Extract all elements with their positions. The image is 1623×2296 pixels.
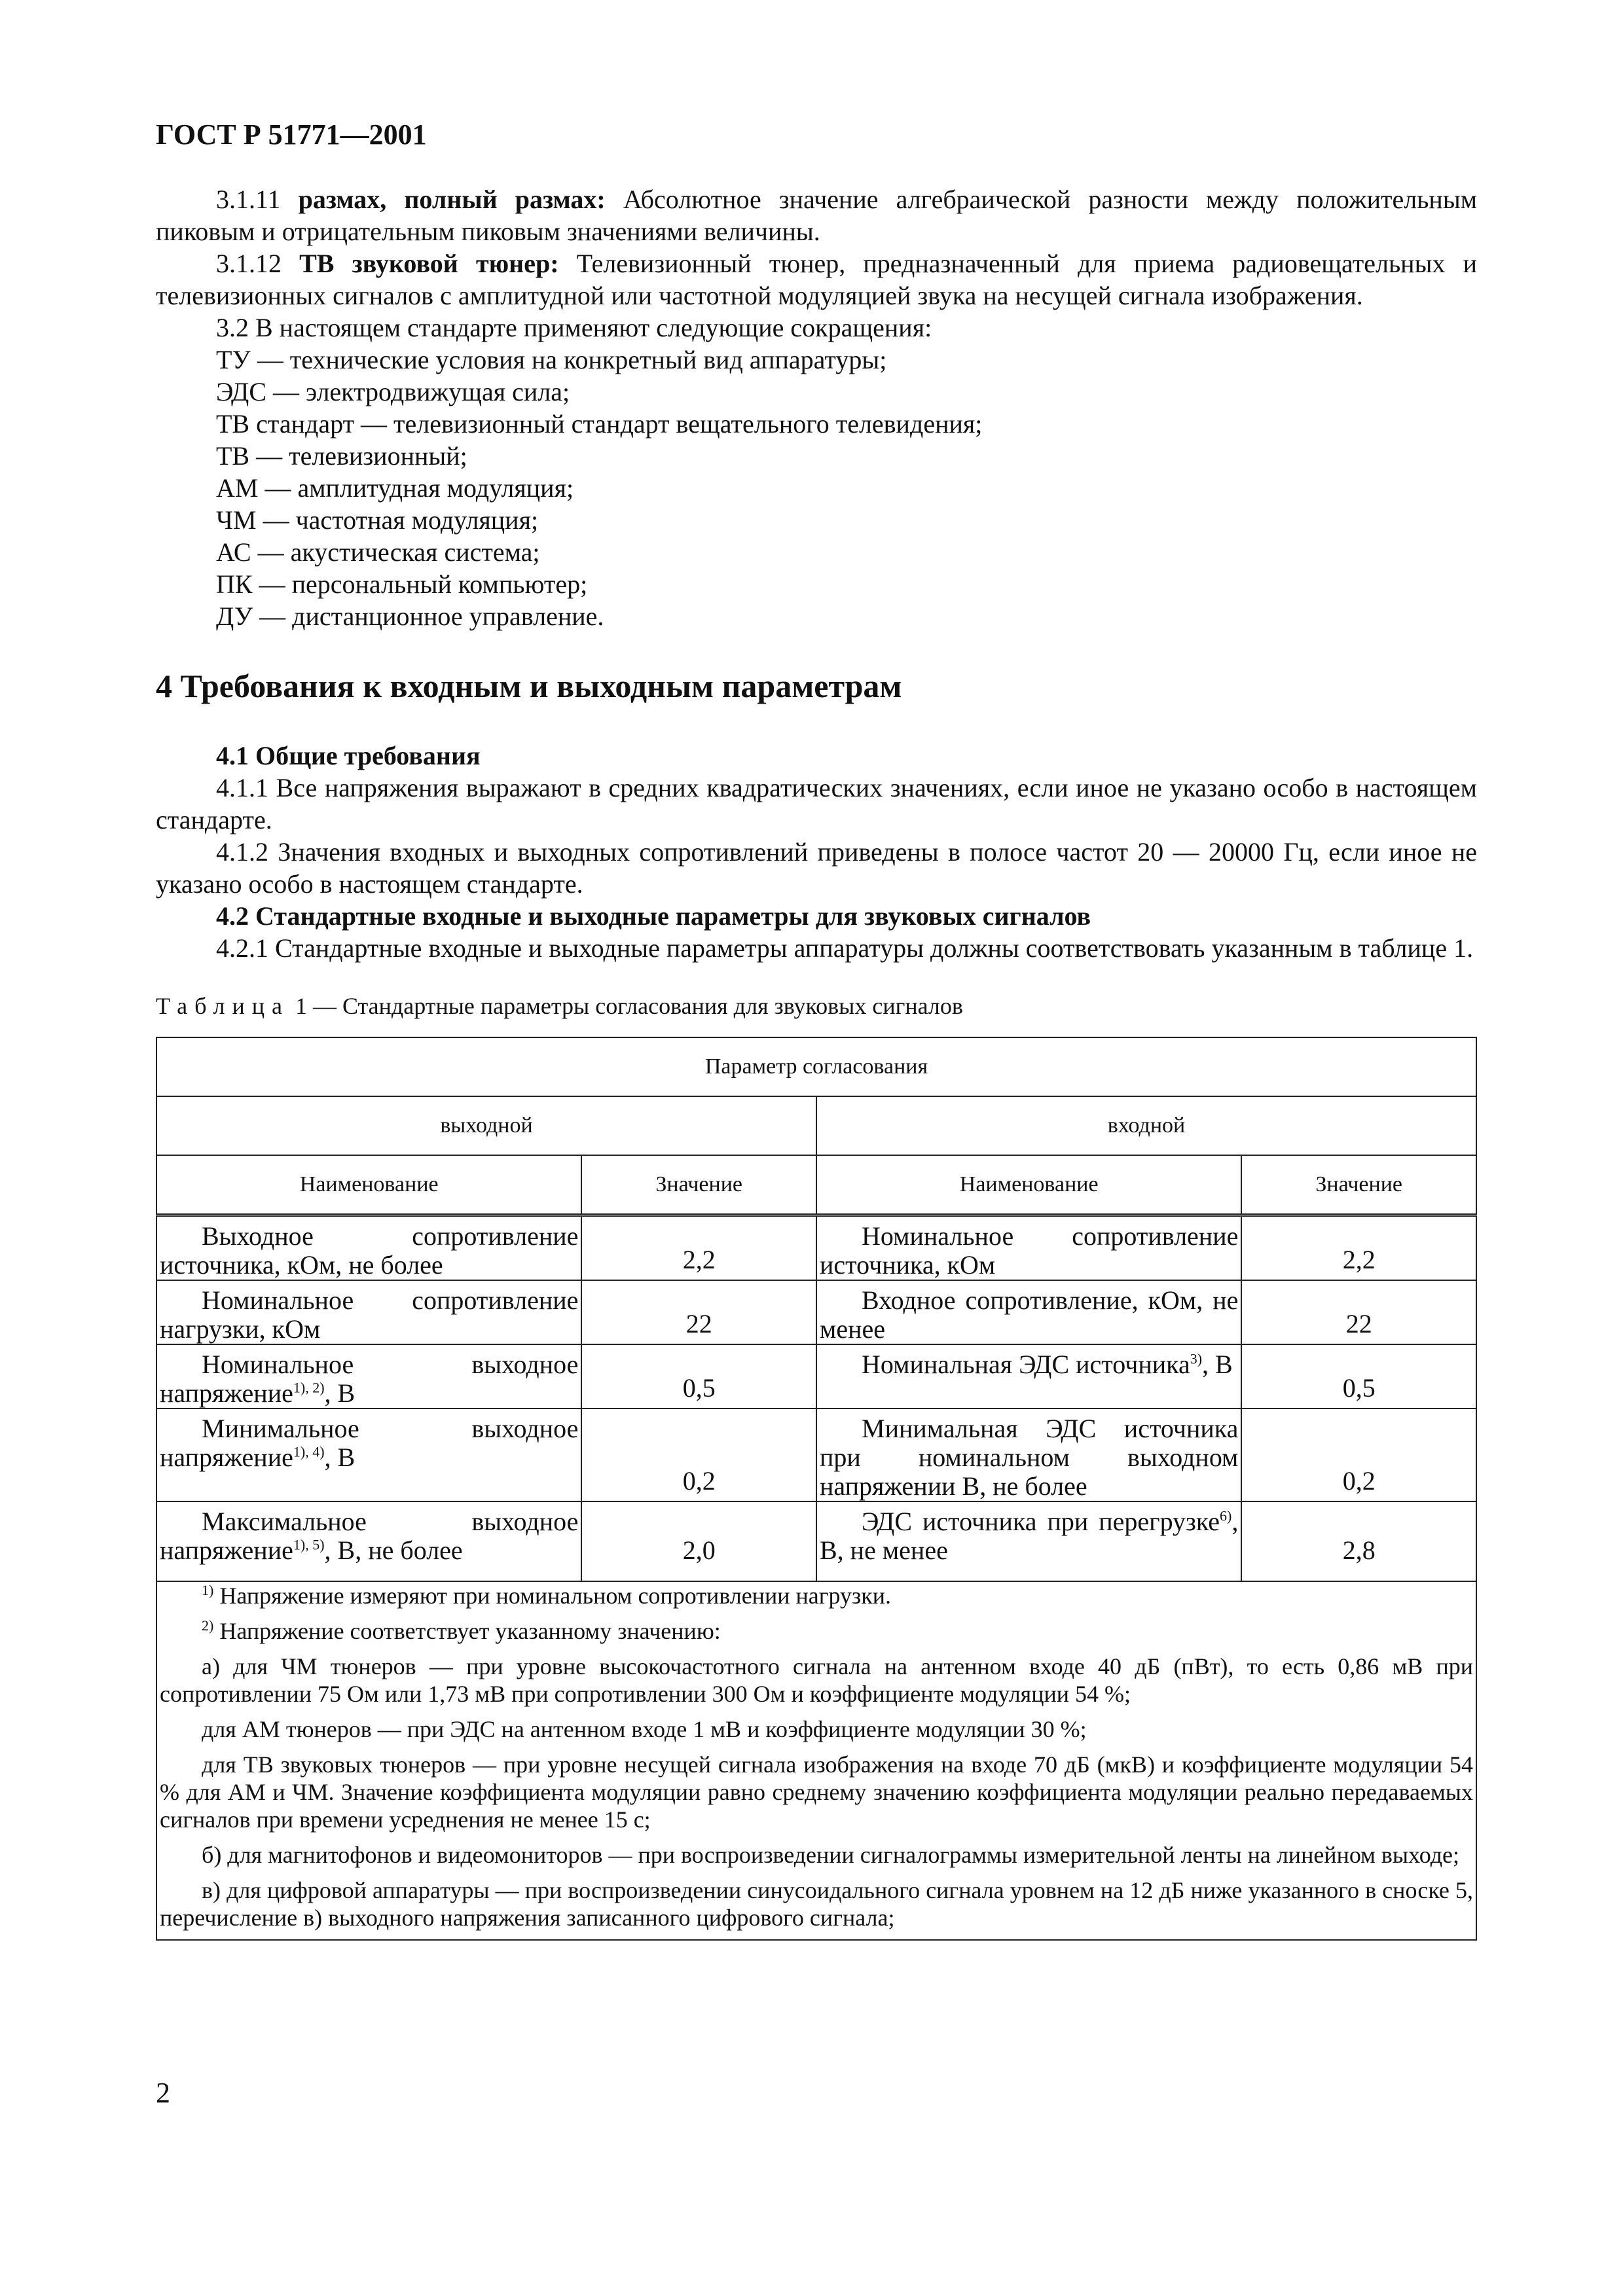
output-parameter-value: 0,5: [581, 1344, 816, 1408]
header-output: выходной: [156, 1096, 816, 1155]
output-parameter-name: Номинальное сопротивление нагрузки, кОм: [156, 1280, 581, 1344]
header-main: Параметр согласования: [156, 1037, 1476, 1096]
abbreviation-item: АМ — амплитудная модуляция;: [216, 473, 574, 503]
parameters-table: [156, 1037, 1477, 1941]
abbreviation-item: ЧМ — частотная модуляция;: [216, 505, 539, 535]
section-4-title: 4 Требования к входным и выходным параметрам: [156, 668, 902, 704]
output-parameter-name: Номинальное выходное напряжение$^{1), 2)}$, В: [156, 1344, 581, 1408]
input-parameter-name: Номинальная ЭДС источника$^{3)}$, В: [816, 1344, 1241, 1408]
input-parameter-value: 0,5: [1241, 1344, 1476, 1408]
paragraph-4-1-1: 4.1.1 Все напряжения выражают в средних квадратических значениях, если иное не указано особо в настоящем стандарте.: [156, 773, 1477, 834]
header-input: входной: [816, 1096, 1476, 1155]
output-parameter-name: Минимальное выходное напряжение$^{1), 4)}$, В: [156, 1408, 581, 1501]
abbreviation-item: ТВ стандарт — телевизионный стандарт вещательного телевидения;: [216, 409, 983, 439]
table-caption-text: 1 — Стандартные параметры согласования для звуковых сигналов: [289, 993, 963, 1019]
output-parameter-value: 2,2: [581, 1215, 816, 1281]
column-header-value: Значение: [1241, 1155, 1476, 1215]
input-parameter-value: 2,2: [1241, 1215, 1476, 1281]
abbreviation-item: АС — акустическая система;: [216, 537, 540, 567]
abbreviation-item: ТУ — технические условия на конкретный вид аппаратуры;: [216, 345, 887, 374]
paragraph-4-2-1: 4.2.1 Стандартные входные и выходные параметры аппаратуры должны соответствовать указанным в таблице 1.: [216, 933, 1474, 963]
definition-term: ТВ звуковой тюнер:: [299, 249, 559, 278]
footnote-item: а) для ЧМ тюнеров — при уровне высокочастотного сигнала на антенном входе 40 дБ (пВт), то есть 0,86 мВ при сопротивлении 75 Ом или 1,73 мВ при сопротивлении 300 Ом и коэффициенте модуляции 54 %;: [160, 1653, 1473, 1707]
paragraph-4-1-2: 4.1.2 Значения входных и выходных сопротивлений приведены в полосе частот 20 — 20000 Гц, если иное не указано особо в настоящем стандарте.: [156, 837, 1477, 899]
definition-number: 3.1.12: [216, 249, 300, 278]
definition-3-1-11: [156, 183, 1477, 247]
footnote-item: б) для магнитофонов и видеомониторов — при воспроизведении сигналограммы измерительной ленты на линейном выходе;: [202, 1842, 1460, 1868]
subsection-4-2-title: 4.2 Стандартные входные и выходные параметры для звуковых сигналов: [216, 901, 1091, 931]
definition-text: Абсолютное значение алгебраической разности между положительным пиковым и отрицательным пиковым значениями величины.: [156, 185, 1478, 246]
output-parameter-value: 22: [581, 1280, 816, 1344]
table-row: [156, 1501, 1476, 1581]
output-parameter-value: 0,2: [581, 1408, 816, 1501]
footnote: $^{2)}$ Напряжение соответствует указанному значению:: [202, 1617, 721, 1644]
footnote: $^{1)}$ Напряжение измеряют при номинальном сопротивлении нагрузки.: [202, 1582, 891, 1609]
input-parameter-value: 2,8: [1241, 1501, 1476, 1581]
page-number: 2: [156, 2077, 170, 2109]
page-body: [156, 183, 1477, 1941]
table-notes-row: [156, 1581, 1476, 1940]
definition-text: Телевизионный тюнер, предназначенный для приема радиовещательных и телевизионных сигналов с амплитудной или частотной модуляцией звука на несущей сигнала изображения.: [156, 249, 1477, 310]
definition-term: размах, полный размах:: [298, 185, 606, 214]
document-code: ГОСТ Р 51771—2001: [156, 118, 427, 151]
table-row: [156, 1344, 1476, 1408]
abbreviation-item: ДУ — дистанционное управление.: [216, 601, 604, 631]
input-parameter-value: 0,2: [1241, 1408, 1476, 1501]
table-caption-label: Таблица: [156, 993, 289, 1019]
column-header-name: Наименование: [156, 1155, 581, 1215]
input-parameter-value: 22: [1241, 1280, 1476, 1344]
column-header-value: Значение: [581, 1155, 816, 1215]
input-parameter-name: Номинальное сопротивление источника, кОм: [816, 1215, 1241, 1281]
table-row: [156, 1215, 1476, 1281]
abbreviation-item: ТВ — телевизионный;: [216, 441, 467, 471]
column-header-name: Наименование: [816, 1155, 1241, 1215]
input-parameter-name: Минимальная ЭДС источника при номинальном выходном напряжении В, не более: [816, 1408, 1241, 1501]
table-row: [156, 1408, 1476, 1501]
footnote-item: для ТВ звуковых тюнеров — при уровне несущей сигнала изображения на входе 70 дБ (мкВ) и коэффициенте модуляции 54 % для АМ и ЧМ. Значение коэффициента модуляции равно среднему значению коэффициента модуляции реально передаваемых сигналов при времени усреднения не менее 15 с;: [160, 1751, 1473, 1833]
table-caption: [156, 990, 1477, 1022]
abbreviation-item: ПК — персональный компьютер;: [216, 569, 588, 599]
definition-3-1-12: [156, 247, 1477, 312]
subsection-4-1-title: 4.1 Общие требования: [216, 741, 481, 770]
footnote-item: в) для цифровой аппаратуры — при воспроизведении синусоидального сигнала уровнем на 12 дБ ниже указанного в сноске 5, перечисление в) выходного напряжения записанного цифрового сигнала;: [160, 1877, 1473, 1931]
input-parameter-name: ЭДС источника при перегрузке$^{6)}$, В, не менее: [816, 1501, 1241, 1581]
definition-number: 3.1.11: [216, 185, 299, 214]
output-parameter-value: 2,0: [581, 1501, 816, 1581]
table-notes: [156, 1581, 1476, 1940]
output-parameter-name: Выходное сопротивление источника, кОм, не более: [156, 1215, 581, 1281]
table-row: [156, 1280, 1476, 1344]
footnote-item: для АМ тюнеров — при ЭДС на антенном входе 1 мВ и коэффициенте модуляции 30 %;: [202, 1716, 1087, 1742]
abbreviations-intro: 3.2 В настоящем стандарте применяют следующие сокращения:: [216, 313, 932, 342]
output-parameter-name: Максимальное выходное напряжение$^{1), 5)}$, В, не более: [156, 1501, 581, 1581]
input-parameter-name: Входное сопротивление, кОм, не менее: [816, 1280, 1241, 1344]
abbreviation-item: ЭДС — электродвижущая сила;: [216, 377, 570, 406]
